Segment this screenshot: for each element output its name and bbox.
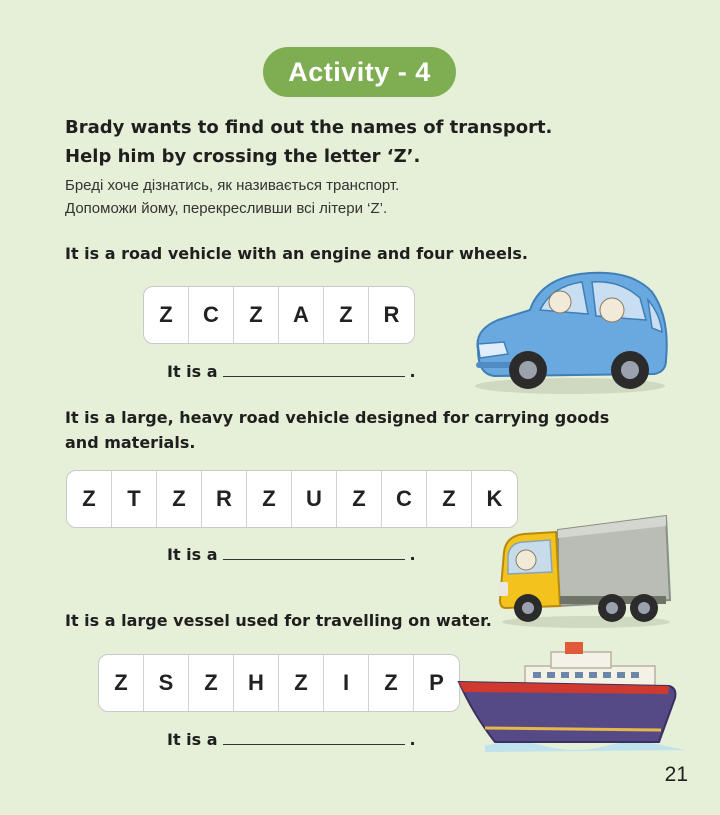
letter-tile[interactable]: Z bbox=[369, 655, 414, 711]
letter-tile[interactable]: Z bbox=[279, 655, 324, 711]
letter-tile[interactable]: Z bbox=[99, 655, 144, 711]
letter-tile[interactable]: Z bbox=[157, 471, 202, 527]
letter-tile[interactable]: P bbox=[429, 670, 444, 695]
answer-blank[interactable] bbox=[223, 558, 405, 560]
car-icon bbox=[470, 262, 675, 397]
letter-tile[interactable]: Z bbox=[67, 471, 112, 527]
letter-tile[interactable]: C bbox=[382, 471, 427, 527]
question-1-answer: It is a . bbox=[167, 362, 416, 381]
letter-tile[interactable]: K bbox=[486, 486, 503, 511]
ship-icon bbox=[455, 642, 690, 754]
letter-tile[interactable]: I bbox=[324, 655, 369, 711]
letter-tile[interactable]: Z bbox=[427, 471, 472, 527]
question-1-clue: It is a road vehicle with an engine and four wheels. bbox=[65, 244, 528, 263]
page-number: 21 bbox=[664, 763, 688, 786]
letter-tile[interactable]: C bbox=[189, 287, 234, 343]
letter-tile[interactable]: R bbox=[202, 471, 247, 527]
question-3-clue: It is a large vessel used for travelling on water. bbox=[65, 611, 492, 630]
truck-icon bbox=[494, 512, 672, 630]
letter-tile[interactable]: Z bbox=[234, 287, 279, 343]
letter-tile[interactable]: H bbox=[234, 655, 279, 711]
question-3-answer: It is a . bbox=[167, 730, 416, 749]
question-3-letters bbox=[98, 654, 460, 712]
letter-tile[interactable]: T bbox=[112, 471, 157, 527]
answer-blank[interactable] bbox=[223, 375, 405, 377]
question-2-letters bbox=[66, 470, 518, 528]
instruction-en: Brady wants to find out the names of transport. Help him by crossing the letter ‘Z’. bbox=[65, 117, 553, 167]
letter-tile[interactable]: U bbox=[292, 471, 337, 527]
answer-blank[interactable] bbox=[223, 743, 405, 745]
question-2-answer: It is a . bbox=[167, 545, 416, 564]
question-1-letters bbox=[143, 286, 415, 344]
letter-tile[interactable]: R bbox=[383, 302, 400, 327]
letter-tile[interactable]: Z bbox=[324, 287, 369, 343]
question-2-clue: It is a large, heavy road vehicle designed for carrying goods and materials. bbox=[65, 408, 610, 452]
activity-title: Activity - 4 bbox=[263, 47, 456, 97]
letter-tile[interactable]: Z bbox=[189, 655, 234, 711]
instruction-uk: Бреді хоче дізнатись, як називається транспорт. Допоможи йому, перекресливши всі літери ‘Z’. bbox=[65, 177, 400, 217]
letter-tile[interactable]: Z bbox=[337, 471, 382, 527]
letter-tile[interactable]: Z bbox=[144, 287, 189, 343]
letter-tile[interactable]: Z bbox=[247, 471, 292, 527]
letter-tile[interactable]: S bbox=[144, 655, 189, 711]
letter-tile[interactable]: A bbox=[279, 287, 324, 343]
